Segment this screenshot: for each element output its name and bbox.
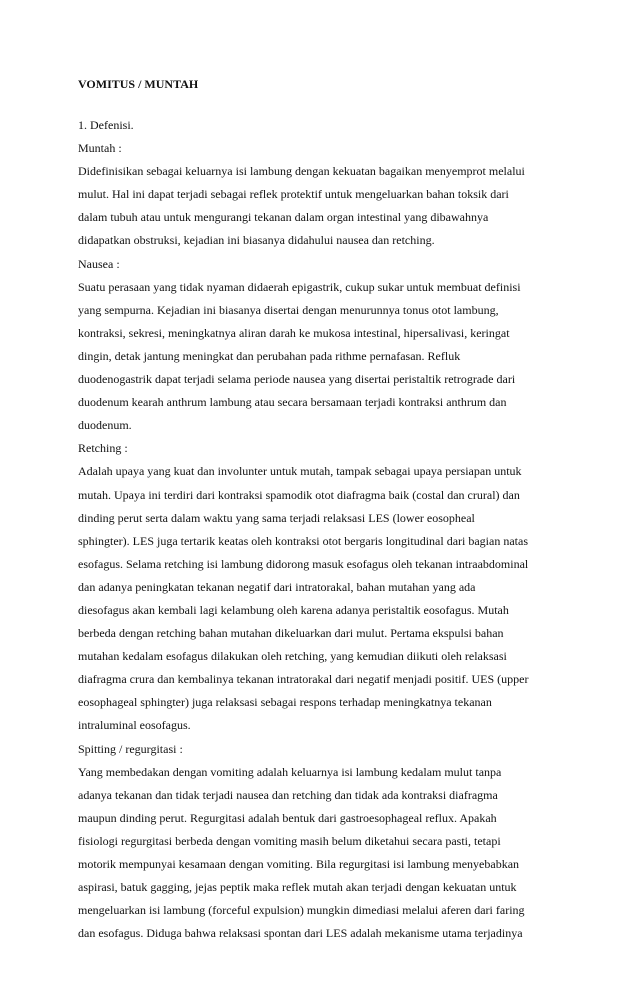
text-line: didapatkan obstruksi, kejadian ini biasanya didahului nausea dan retching. xyxy=(78,233,435,248)
text-line: mutahan kedalam esofagus dilakukan oleh retching, yang kemudian diikuti oleh relaksasi xyxy=(78,649,507,664)
text-line: 1. Defenisi. xyxy=(78,118,134,132)
text-line: fisiologi regurgitasi berbeda dengan vomiting masih belum diketahui secara pasti, tetapi xyxy=(78,833,501,848)
text-line: yang sempurna. Kejadian ini biasanya disertai dengan menurunnya tonus otot lambung, xyxy=(78,302,499,317)
text-line: Muntah : xyxy=(78,141,122,156)
text-line: Retching : xyxy=(78,441,128,456)
text-line: aspirasi, batuk gagging, jejas peptik maka reflek mutah akan terjadi dengan kekuatan untuk xyxy=(78,880,517,895)
document-text xyxy=(78,114,570,945)
text-line: kontraksi, sekresi, meningkatnya aliran darah ke mukosa intestinal, hipersalivasi, keringat xyxy=(78,325,510,340)
text-line: Spitting / regurgitasi : xyxy=(78,741,183,756)
document-body xyxy=(78,72,570,945)
text-line: mulut. Hal ini dapat terjadi sebagai reflek protektif untuk mengeluarkan bahan toksik dari xyxy=(78,187,509,202)
text-line: sphingter). LES juga tertarik keatas oleh kontraksi otot bergaris longitudinal dari bagian natas xyxy=(78,533,528,548)
text-line: berbeda dengan retching bahan mutahan dikeluarkan dari mulut. Pertama ekspulsi bahan xyxy=(78,626,504,641)
text-line: diesofagus akan kembali lagi kelambung oleh karena adanya peristaltik eosofagus. Mutah xyxy=(78,602,509,617)
text-line: dan adanya peningkatan tekanan negatif dari intratorakal, bahan mutahan yang ada xyxy=(78,579,476,594)
text-line: dinding perut serta dalam waktu yang sama terjadi relaksasi LES (lower eosopheal xyxy=(78,510,475,525)
text-line: dalam tubuh atau untuk mengurangi tekanan dalam organ intestinal yang dibawahnya xyxy=(78,210,489,225)
text-line: esofagus. Selama retching isi lambung didorong masuk esofagus oleh tekanan intraabdominal xyxy=(78,556,529,571)
text-line: mutah. Upaya ini terdiri dari kontraksi spamodik otot diafragma baik (costal dan crural) dan xyxy=(78,487,520,502)
document-title: VOMITUS / MUNTAH xyxy=(78,77,199,91)
text-line: motorik mempunyai kesamaan dengan vomiting. Bila regurgitasi isi lambung menyebabkan xyxy=(78,857,520,871)
text-line: duodenum kearah anthrum lambung atau secara bersamaan terjadi kontraksi anthrum dan xyxy=(78,395,507,410)
text-line: dan esofagus. Diduga bahwa relaksasi spontan dari LES adalah mekanisme utama terjadinya xyxy=(78,926,523,941)
text-line: Nausea : xyxy=(78,256,120,271)
text-line: maupun dinding perut. Regurgitasi adalah bentuk dari gastroesophageal reflux. Apakah xyxy=(78,810,497,825)
text-line: Yang membedakan dengan vomiting adalah keluarnya isi lambung kedalam mulut tanpa xyxy=(78,764,502,779)
text-line: Didefinisikan sebagai keluarnya isi lambung dengan kekuatan bagaikan menyemprot melalui xyxy=(78,164,525,179)
text-line: diafragma crura dan kembalinya tekanan intratorakal dari negatif menjadi positif. UES (upper xyxy=(78,672,529,687)
text-line: Adalah upaya yang kuat dan involunter untuk mutah, tampak sebagai upaya persiapan untuk xyxy=(78,464,522,479)
text-line: Suatu perasaan yang tidak nyaman didaerah epigastrik, cukup sukar untuk membuat definisi xyxy=(78,279,521,294)
text-line: dingin, detak jantung meningkat dan perubahan pada rithme pernafasan. Refluk xyxy=(78,348,461,363)
text-line: mengeluarkan isi lambung (forceful expulsion) mungkin dimediasi melalui aferen dari faring xyxy=(78,903,525,918)
text-line: duodenogastrik dapat terjadi selama periode nausea yang disertai peristaltik retrograde dari xyxy=(78,372,516,387)
text-line: intraluminal eosofagus. xyxy=(78,718,191,733)
text-line: duodenum. xyxy=(78,418,132,433)
text-line: eosophageal sphingter) juga relaksasi sebagai respons terhadap meningkatnya tekanan xyxy=(78,695,492,710)
text-line: adanya tekanan dan tidak terjadi nausea dan retching dan tidak ada kontraksi diafragma xyxy=(78,787,498,802)
